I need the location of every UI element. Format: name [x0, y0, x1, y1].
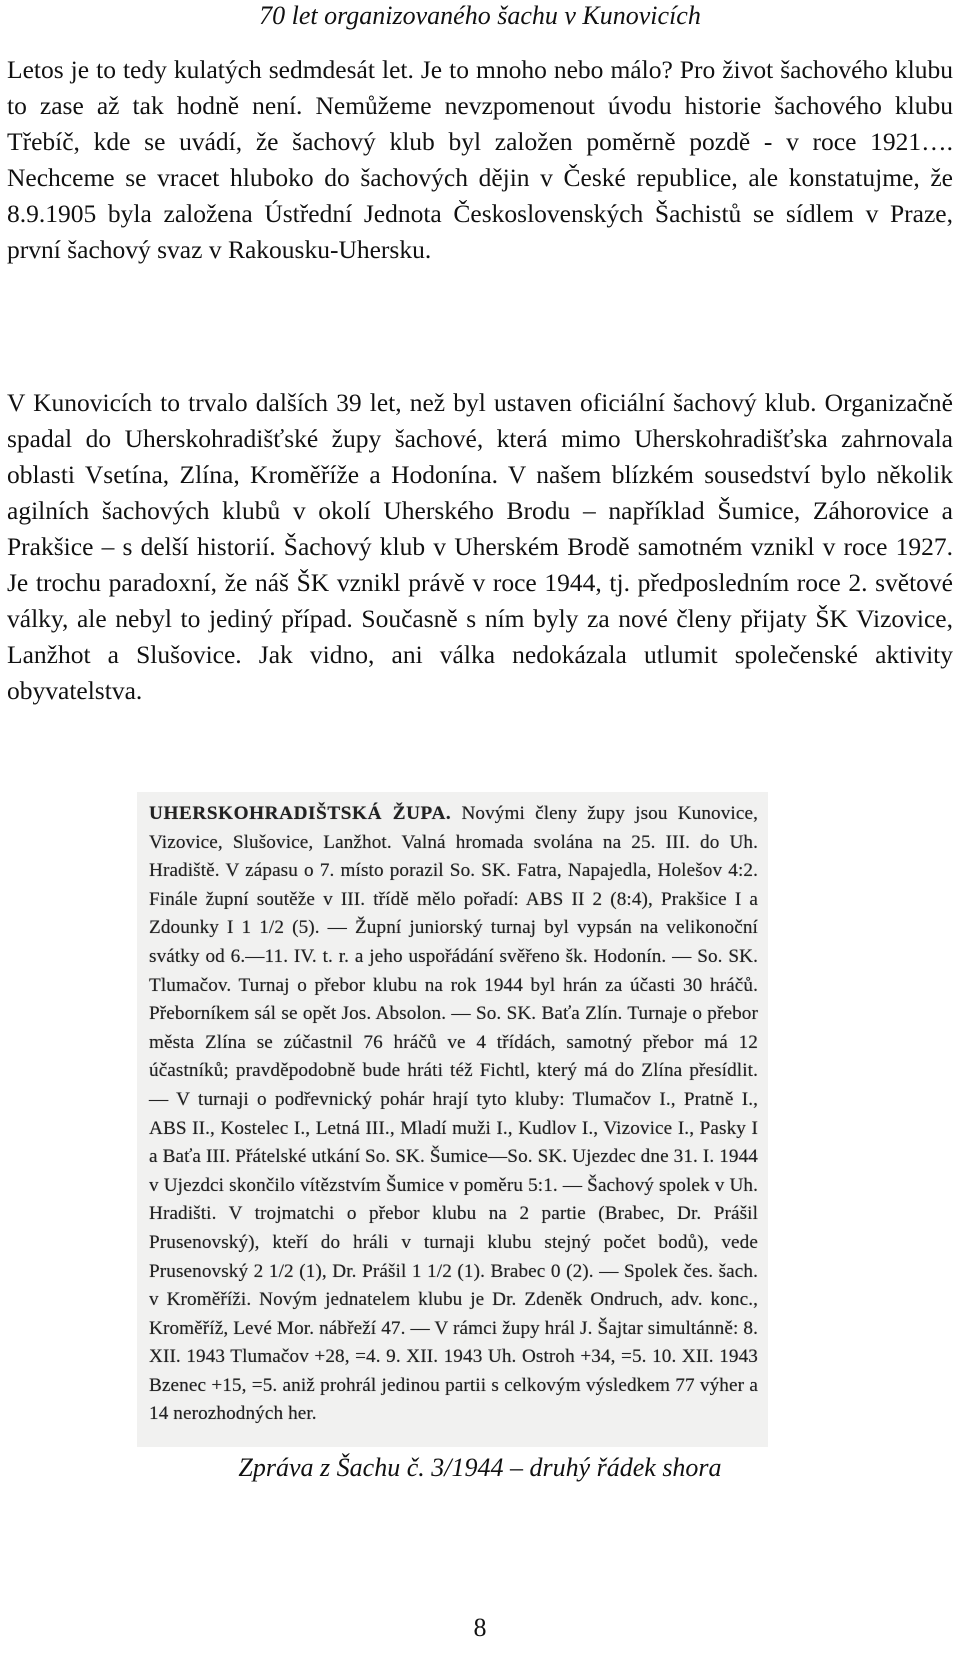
- newspaper-clipping: [137, 792, 768, 1447]
- page-number: 8: [473, 1613, 487, 1642]
- clipping-text: [137, 792, 768, 1429]
- paragraph-history: V Kunovicích to trvalo dalších 39 let, než byl ustaven oficiální šachový klub. Organizačně spadal do Uherskohradišťské župy šachové, která mimo Uherskohradišťska zahrnovala oblasti Vsetína, Zlína, Kroměříže a Hodonína. V našem blízkém sousedství bylo několik agilních šachových klubů v okolí Uherského Brodu – například Šumice, Záhorovice a Prakšice – s delší historií. Šachový klub v Uherském Brodě samotném vznikl v roce 1927. Je trochu paradoxní, že náš ŠK vznikl právě v roce 1944, tj. předposledním roce 2. světové války, ale nebyl to jediný případ. Současně s ním byly za nové členy přijaty ŠK Vizovice, Lanžhot a Slušovice. Jak vidno, ani válka nedokázala utlumit společenské aktivity obyvatelstva.: [7, 388, 953, 705]
- clipping-heading: UHERSKOHRADIŠTSKÁ ŽUPA.: [149, 803, 452, 824]
- clipping-body: Novými členy župy jsou Kunovice, Vizovice, Slušovice, Lanžhot. Valná hromada svolána na 25. III. do Uh. Hradiště. V zápasu o 7. místo porazil So. SK. Fatra, Napajedla, Holešov 4:2. Finále župní soutěže v III. třídě mělo pořadí: ABS II 2 (8:4), Prakšice I a Zdounky I 1 1/2 (5). — Župní juniorský turnaj byl vypsán na velikonoční svátky od 6.—11. IV. t. r. a jeho uspořádání svěřeno šk. Hodonín. — So. SK. Tlumačov. Turnaj o přebor klubu na rok 1944 byl hrán za účasti 30 hráčů. Přeborníkem sál se opět Jos. Absolon. — So. SK. Baťa Zlín. Turnaje o přebor města Zlína se zúčastnil 76 hráčů ve 4 třídách, samotný přebor má 12 účastníků; pravděpodobně bude hráti též Fichtl, který má do Zlína přesídlit. — V turnaji o podřevnický pohár hrají tyto kluby: Tlumačov I., Pratně I., ABS II., Kostelec I., Letná III., Mladí muži I., Kudlov I., Vizovice I., Pasky I a Baťa III. Přátelské utkání So. SK. Šumice—So. SK. Ujezdec dne 31. I. 1944 v Ujezdci skončilo vítězstvím Šumice v poměru 5:1. — Šachový spolek v Uh. Hradišti. V trojmatchi o přebor klubu na 2 partie (Brabec, Dr. Prášil Prusenovský), kteří do hráli v turnaji klubu stejný počet bodů), vede Prusenovský 2 1/2 (1), Dr. Prášil 1 1/2 (1). Brabec 0 (2). — Spolek čes. šach. v Kroměříži. Novým jednatelem klubu je Dr. Zdeněk Ondruch, adv. konc., Kroměříž, Levé Mor. nábřeží 47. — V rámci župy hrál J. Šajtar simultánně: 8. XII. 1943 Tlumačov +28, =4. 9. XII. 1943 Uh. Ostroh +34, =5. 10. XII. 1943 Bzenec +15, =5. aniž prohrál jedinou partii s celkovým výsledkem 77 výher a 14 nerozhodných her.: [149, 803, 758, 1425]
- figure-caption: Zpráva z Šachu č. 3/1944 – druhý řádek shora: [238, 1453, 722, 1482]
- running-header: 70 let organizovaného šachu v Kunovicích: [259, 1, 701, 30]
- paragraph-intro: Letos je to tedy kulatých sedmdesát let. Je to mnoho nebo málo? Pro život šachového klubu to zase až tak hodně není. Nemůžeme nevzpomenout úvodu historie šachového klubu Třebíč, kde se uvádí, že šachový klub byl založen poměrně pozdě - v roce 1921…. Nechceme se vracet hluboko do šachových dějin v České republice, ale konstatujme, že 8.9.1905 byla založena Ústřední Jednota Československých Šachistů se sídlem v Praze, první šachový svaz v Rakousku-Uhersku.: [7, 55, 953, 264]
